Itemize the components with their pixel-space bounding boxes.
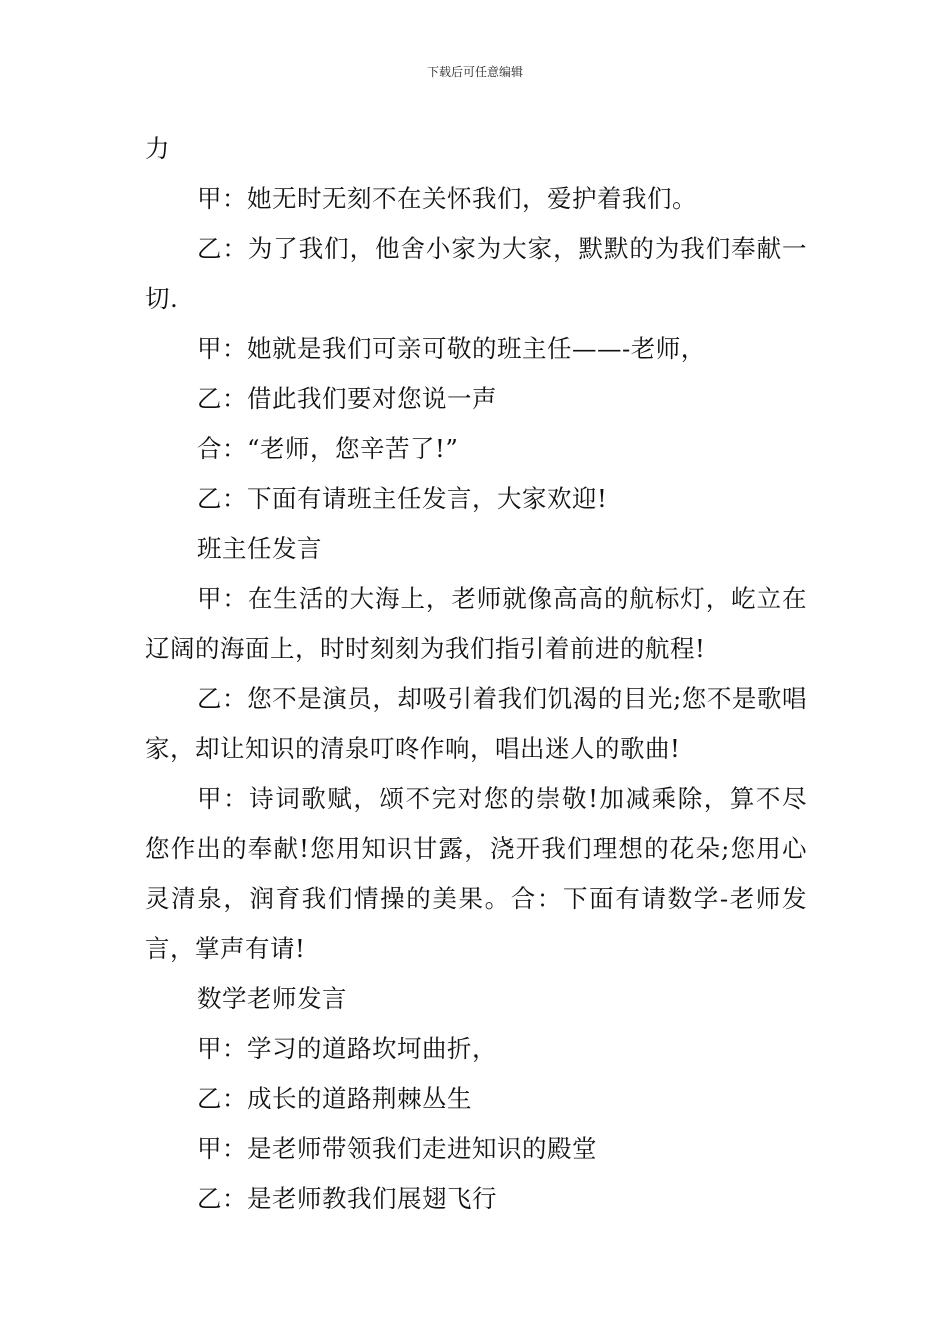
paragraph: 甲：是老师带领我们走进知识的殿堂 [197,1134,597,1163]
paragraph: 乙：成长的道路荆棘丛生 [197,1084,472,1113]
paragraph: 数学老师发言 [197,984,347,1013]
paragraph: 乙：下面有请班主任发言，大家欢迎! [197,484,608,513]
paragraph: 甲：她就是我们可亲可敬的班主任——-老师， [197,334,706,363]
paragraph: 乙：是老师教我们展翅飞行 [197,1184,497,1213]
paragraph: 甲：在生活的大海上，老师就像高高的航标灯，屹立在辽阔的海面上，时时刻刻为我们指引着前进的航程! [145,584,807,663]
page-header: 下载后可任意编辑 [426,65,523,79]
document-body [145,124,807,1224]
paragraph: 甲：诗词歌赋，颂不完对您的崇敬!加减乘除，算不尽您作出的奉献!您用知识甘露，浇开我们理想的花朵;您用心灵清泉，润育我们情操的美果。合：下面有请数学-老师发言，掌声有请! [145,784,807,963]
paragraph: 乙：您不是演员，却吸引着我们饥渴的目光;您不是歌唱家，却让知识的清泉叮咚作响，唱出迷人的歌曲! [145,684,807,763]
paragraph: 班主任发言 [197,534,322,563]
paragraph: 甲：学习的道路坎坷曲折， [197,1034,497,1063]
paragraph: 合：“老师，您辛苦了!” [197,434,459,463]
paragraph: 乙：为了我们，他舍小家为大家，默默的为我们奉献一切. [145,234,807,313]
paragraph: 甲：她无时无刻不在关怀我们，爱护着我们。 [197,184,697,213]
paragraph: 力 [145,134,170,163]
paragraph: 乙：借此我们要对您说一声 [197,384,497,413]
